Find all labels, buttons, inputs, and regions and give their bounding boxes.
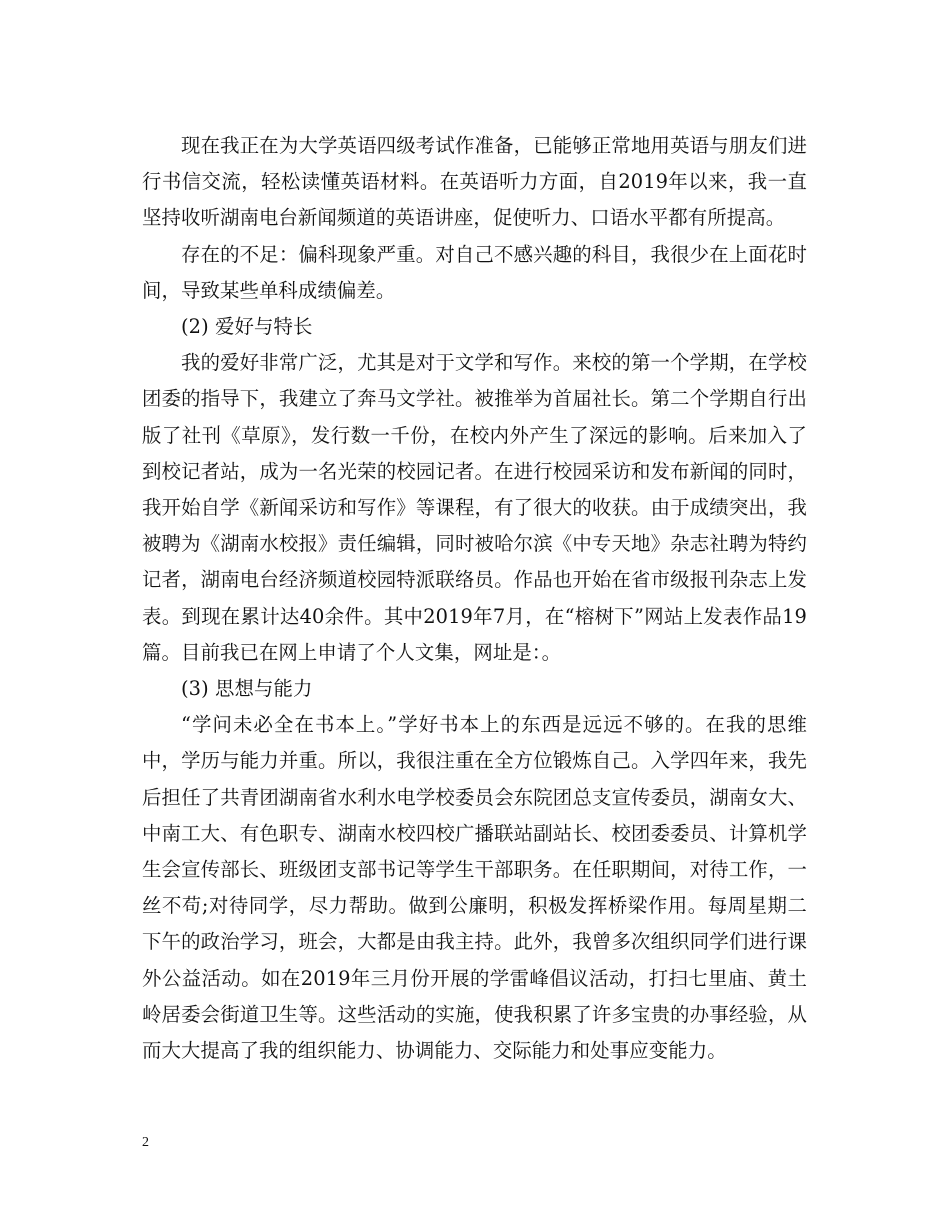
paragraph-thinking-ability: “学问未必全在书本上。”学好书本上的东西是远远不够的。在我的思维中，学历与能力并重。所以，我很注重在全方位锻炼自己。入学四年来，我先后担任了共青团湖南省水利水电学校委员会东院团总支宣传委员，湖南女大、中南工大、有色职专、湖南水校四校广播联站副站长、校团委委员、计算机学生会宣传部长、班级团支部书记等学生干部职务。在任职期间，对待工作，一丝不苟;对待同学，尽力帮助。做到公廉明，积极发挥桥梁作用。每周星期二下午的政治学习，班会，大都是由我主持。此外，我曾多次组织同学们进行课外公益活动。如在2019年三月份开展的学雷峰倡议活动，打扫七里庙、黄土岭居委会街道卫生等。这些活动的实施，使我积累了许多宝贵的办事经验，从而大大提高了我的组织能力、协调能力、交际能力和处事应变能力。 (142, 713, 807, 1063)
paragraph-hobbies: 我的爱好非常广泛，尤其是对于文学和写作。来校的第一个学期，在学校团委的指导下，我建立了奔马文学社。被推举为首届社长。第二个学期自行出版了社刊《草原》，发行数一千份，在校内外产生了深远的影响。后来加入了到校记者站，成为一名光荣的校园记者。在进行校园采访和发布新闻的同时，我开始自学《新闻采访和写作》等课程，有了很大的收获。由于成绩突出，我被聘为《湖南水校报》责任编辑，同时被哈尔滨《中专天地》杂志社聘为特约记者，湖南电台经济频道校园特派联络员。作品也开始在省市级报刊杂志上发表。到现在累计达40余件。其中2019年7月，在“榕树下”网站上发表作品19篇。目前我已在网上申请了个人文集，网址是：。 (142, 351, 807, 664)
section-heading-thinking-ability: (3) 思想与能力 (181, 677, 313, 701)
paragraph-english-study: 现在我正在为大学英语四级考试作准备，已能够正常地用英语与朋友们进行书信交流，轻松读懂英语材料。在英语听力方面，自2019年以来，我一直坚持收听湖南电台新闻频道的英语讲座，促使听力、口语水平都有所提高。 (142, 134, 807, 230)
paragraph-shortcomings: 存在的不足：偏科现象严重。对自己不感兴趣的科目，我很少在上面花时间，导致某些单科成绩偏差。 (142, 242, 807, 302)
page-number: 2 (142, 1135, 149, 1150)
section-heading-hobbies: (2) 爱好与特长 (181, 315, 313, 339)
document-body (142, 128, 807, 1069)
